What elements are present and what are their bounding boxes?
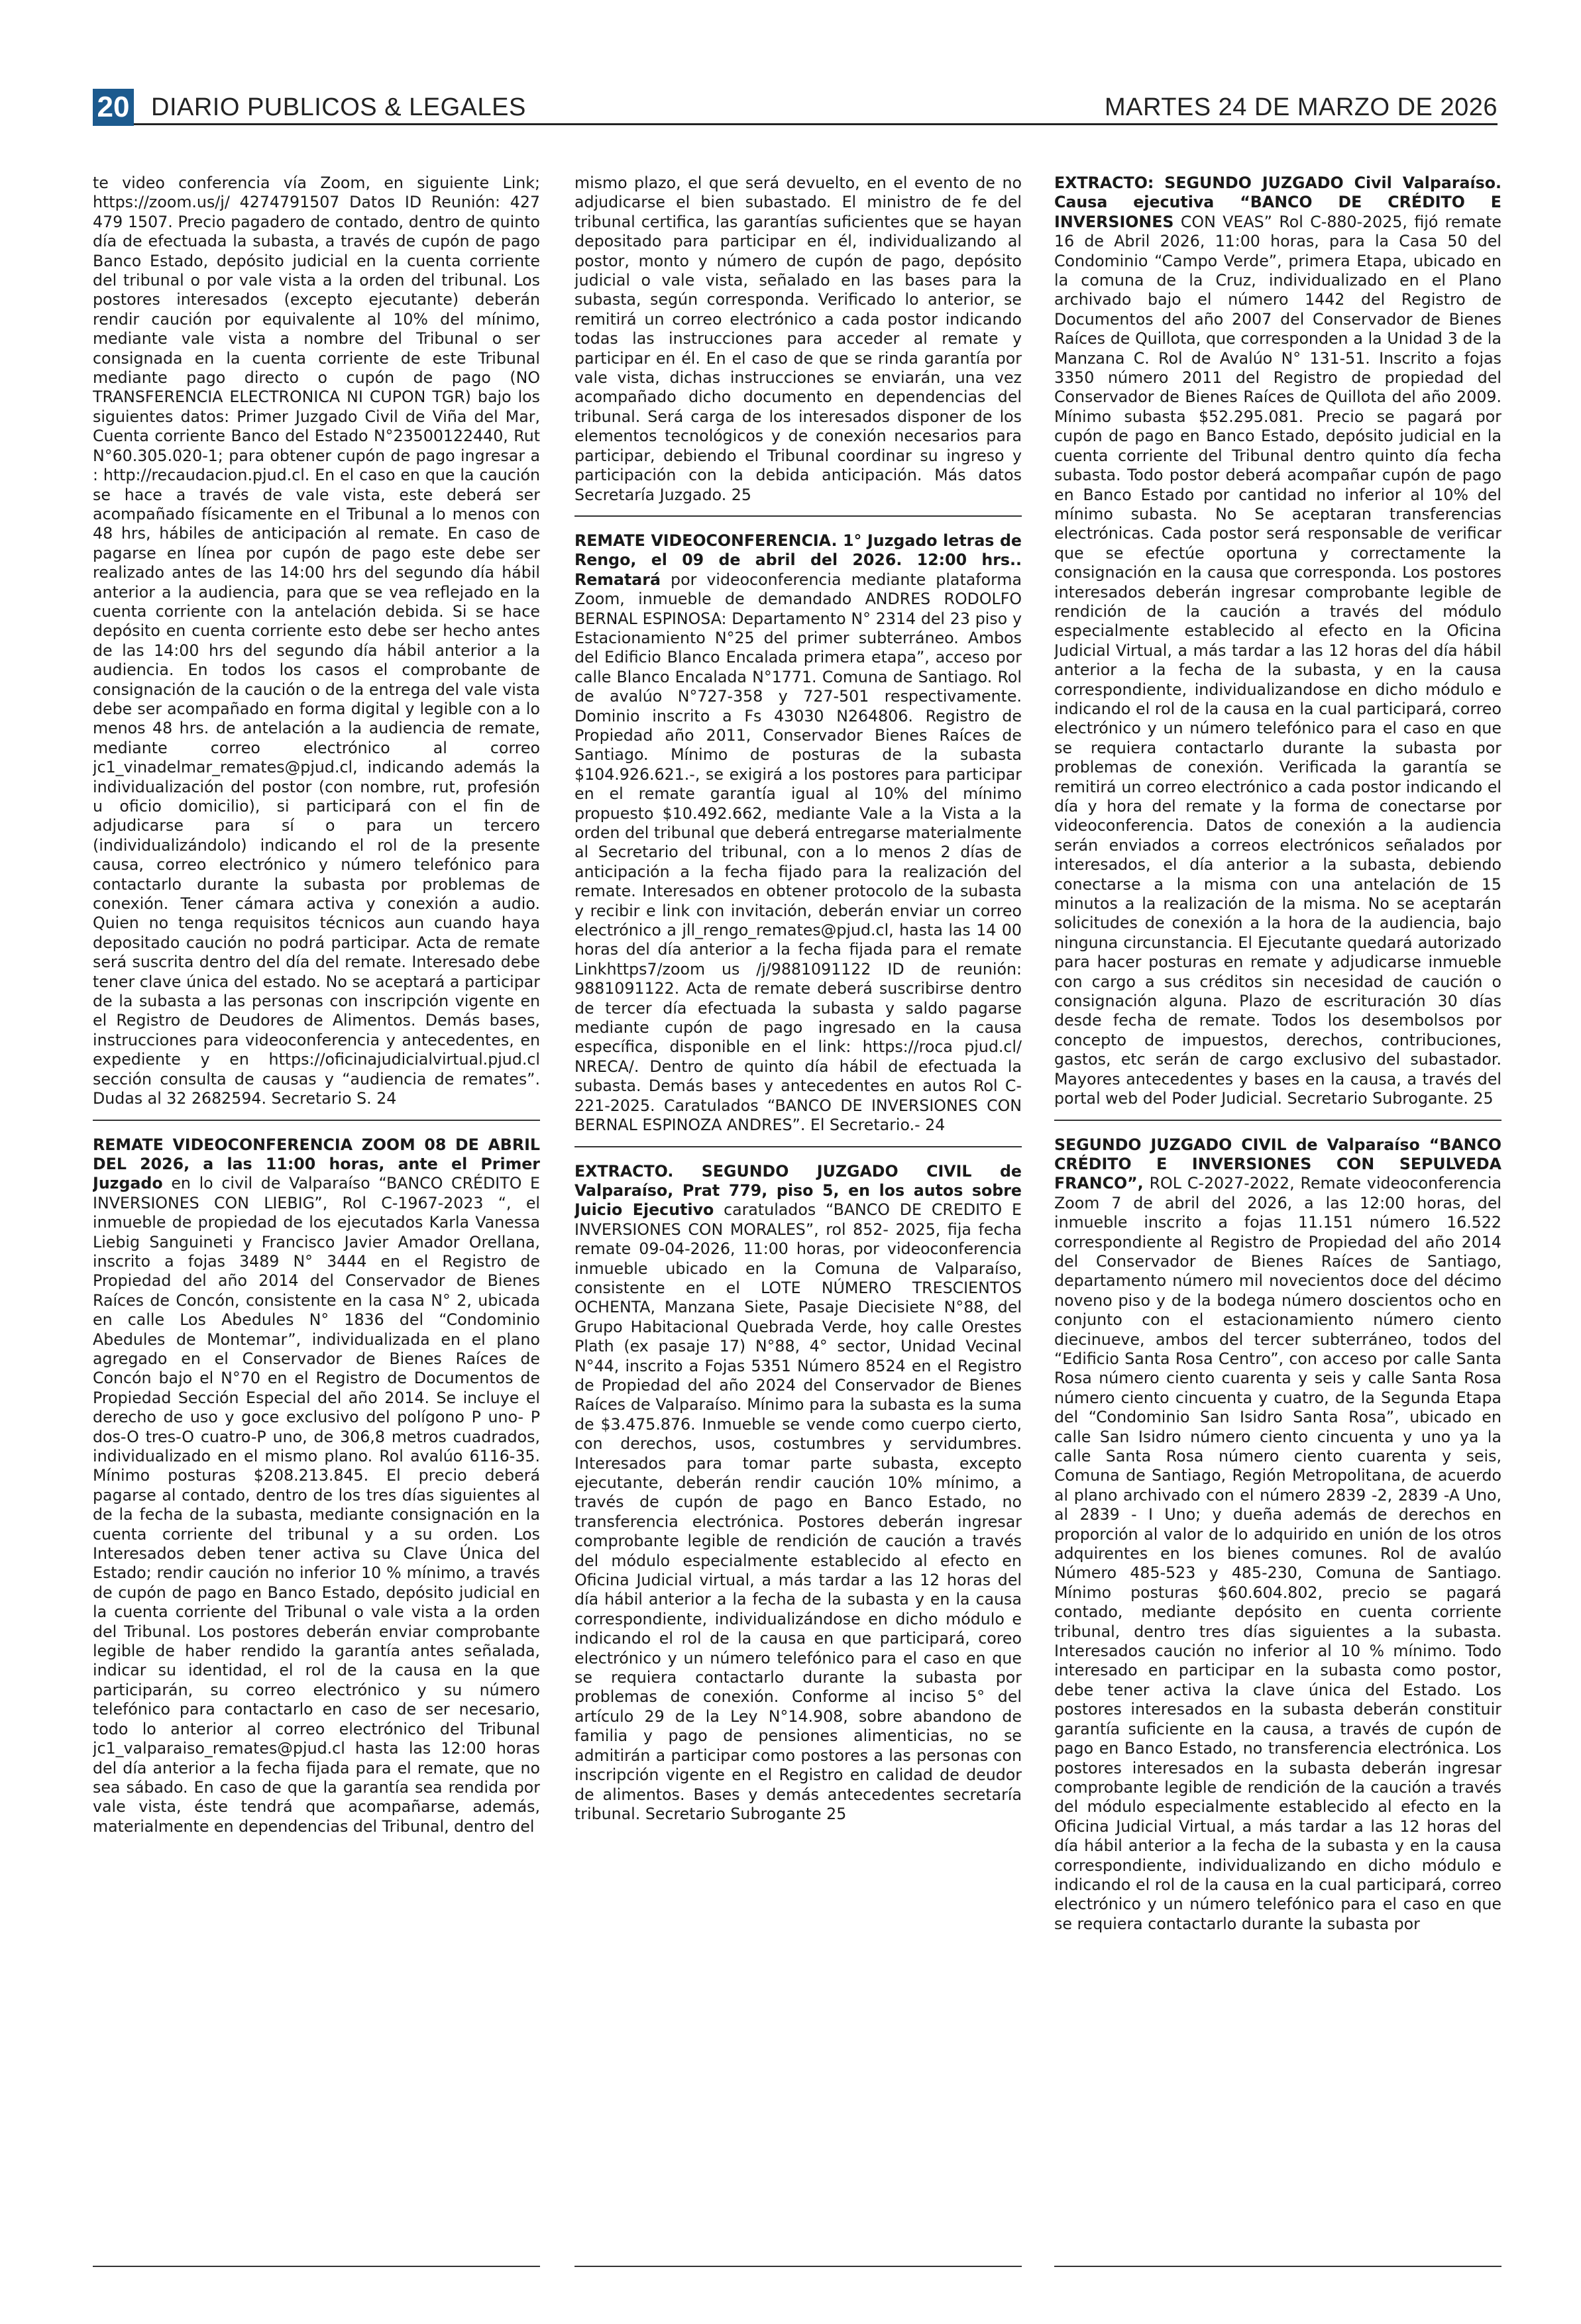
column-3 <box>1054 174 1501 2260</box>
notice-body: mismo plazo, el que será devuelto, en el evento de no adjudicarse el bien subastado. El ministro de fe del tribunal certifica, las garantías suficientes que se hayan depositado para participar en él, individualizando al postor, monto y número de cupón de pago, depósito judicial o vale vista, señalado en las bases para la subasta, según corresponda. Verificado lo anterior, se remitirá un correo electrónico a cada postor indicando todas las instrucciones para acceder al remate y participar en él. En el caso de que se rinda garantía por vale vista, dichas instrucciones se enviarán, una vez acompañado dicho documento en dependencias del tribunal. Será carga de los interesados disponer de los elementos tecnológicos y de conexión necesarios para participar, debiendo el Tribunal coordinar su ingreso y participación con la debida anticipación. Más datos Secretaría Juzgado. 25 <box>574 174 1022 504</box>
notice-body: caratulados “BANCO DE CREDITO E INVERSIONES CON MORALES”, rol 852- 2025, fija fecha remate 09-04-2026, 11:00 horas, por videoconferencia inmueble ubicado en la Comuna de Valparaíso, consistente en el LOTE NÚMERO TRESCIENTOS OCHENTA, Manzana Siete, Pasaje Diecisiete N°88, del Grupo Habitacional Quebrada Verde, hoy calle Orestes Plath (ex pasaje 17) N°88, 4° sector, Unidad Vecinal N°44, inscrito a Fojas 5351 Número 8524 en el Registro de Propiedad del año 2024 del Conservador de Bienes Raíces de Valparaíso. Mínimo para la subasta es la suma de $3.475.876. Inmueble se vende como cuerpo cierto, con derechos, usos, costumbres y servidumbres. Interesados para tomar parte subasta, excepto ejecutante, deberán rendir caución 10% mínimo, a través de cupón de pago en Banco Estado, no transferencia electrónica. Postores deberán ingresar comprobante legible de rendición de caución a través del módulo especialmente establecido al efecto en Oficina Judicial virtual, a más tardar a las 12 horas del día hábil anterior a la fecha de la subasta y en la causa correspondiente, individualizándose en dicho módulo e indicando el rol de la causa en que participará, coreo electrónico y un número telefónico para el caso en que se requiera contactarlo durante la subasta por problemas de conexión. Conforme al inciso 5° del artículo 29 de la Ley N°14.908, sobre abandono de familia y pago de pensiones alimenticias, no se admitirán a participar como postores a las personas con inscripción vigente en el Registro en calidad de deudor de alimentos. Bases y demás antecedentes secretaría tribunal. Secretario Subrogante 25 <box>574 1200 1022 1823</box>
page-number: 20 <box>93 89 134 126</box>
notice-body: te video conferencia vía Zoom, en siguiente Link; https://zoom.us/j/ 4274791507 Datos ID Reunión: 427 479 1507. Precio pagadero de contado, dentro de quinto día de efectuada la subasta, a través de cupón de pago Banco Estado, depósito judicial en la cuenta corriente del tribunal o por vale vista a la orden del tribunal. Los postores interesados (excepto ejecutante) deberán rendir caución por equivalente al 10% del mínimo, mediante vale vista a nombre del Tribunal o ser consignada en la cuenta corriente de este Tribunal mediante pago directo o cupón de pago (NO TRANSFERENCIA ELECTRONICA NI CUPON TGR) bajo los siguientes datos: Primer Juzgado Civil de Viña del Mar, Cuenta corriente Banco del Estado N°23500122440, Rut N°60.305.020-1; para obtener cupón de pago ingresar a : http://recaudacion.pjud.cl. En el caso en que la caución se hace a través de vale vista, este deberá ser acompañado físicamente en el Tribunal a lo menos con 48 hrs, hábiles de anticipación al remate. En caso de pagarse en línea por cupón de pago este debe ser realizado antes de las 14:00 hrs del segundo día hábil anterior a la audiencia, para que se vea reflejado en la cuenta corriente con la antelación debida. Si se hace depósito en cuenta corriente esto debe ser hecho antes de las 14:00 hrs del segundo día hábil anterior a la audiencia. En todos los casos el comprobante de consignación de la caución o de la entrega del vale vista debe ser acompañado en forma digital y legible con a lo menos 48 hrs. de antelación a la audiencia de remate, mediante correo electrónico al correo jc1_vinadelmar_remates@pjud.cl, indicando además la individualización del postor (con nombre, rut, profesión u oficio domicilio), si participará con el fin de adjudicarse para sí o para un tercero (individualizándolo) indicando el rol de la presente causa, correo electrónico y número telefónico para contactarlo durante la subasta por problemas de conexión. Tener cámara activa y conexión a audio. Quien no tenga requisitos técnicos aun cuando haya depositado caución no podrá participar. Acta de remate será suscrita dentro del día del remate. Interesado debe tener clave única del estado. No se aceptará a participar de la subasta a las personas con inscripción vigente en el Registro de Deudores de Alimentos. Demás bases, instrucciones para videoconferencia y antecedentes, en expediente y en https://oficinajudicialvirtual.pjud.cl sección consulta de causas y “audiencia de remates”. Dudas al 32 2682594. Secretario S. 24 <box>93 174 540 1108</box>
column-1 <box>93 174 540 2260</box>
notice-separator <box>1054 1120 1501 1121</box>
column-2-bottom-rule <box>574 2266 1022 2267</box>
notice-heading: EXTRACTO: SEGUNDO JUZGADO Civil Valparaíso. Causa ejecutiva “BANCO DE CRÉDITO E INVERSIONES <box>1054 174 1501 231</box>
notice-heading: REMATE VIDEOCONFERENCIA. 1° Juzgado letras de Rengo, el 09 de abril del 2026. 12:00 hrs.. Rematará <box>574 531 1022 589</box>
masthead <box>93 89 1498 125</box>
notice-separator <box>574 515 1022 517</box>
notice-separator <box>574 1146 1022 1147</box>
column-1-bottom-rule <box>93 2266 540 2267</box>
notice-2-1 <box>574 174 1022 505</box>
column-2 <box>574 174 1022 2260</box>
column-3-bottom-rule <box>1054 2266 1501 2267</box>
notice-1-1 <box>93 174 540 1109</box>
notice-body: en lo civil de Valparaíso “BANCO CRÉDITO E INVERSIONES CON LIEBIG”, Rol C-1967-2023 “, el inmueble de propiedad de los ejecutados Karla Vanessa Liebig Sanguineti y Francisco Javier Amador Orellana, inscrito a fojas 3489 N° 3444 en el Registro de Propiedad del año 2014 del Conservador de Bienes Raíces de Concón, consistente en la casa N° 2, ubicada en calle Los Abedules N° 1836 del “Condominio Abedules de Montemar”, individualizada en el plano agregado en el Conservador de Bienes Raíces de Concón bajo el N°70 en el Registro de Documentos de Propiedad Sección Especial del año 2014. Se incluye el derecho de uso y goce exclusivo del polígono P uno- P dos-O tres-O cuatro-P uno, de 306,8 metros cuadrados, individualizado en el mismo plano. Rol avalúo 6116-35. Mínimo posturas $208.213.845. El precio deberá pagarse al contado, dentro de los tres días siguientes al de la fecha de la subasta, mediante consignación en la cuenta corriente del tribunal y a su orden. Los Interesados deben tener activa su Clave Única del Estado; rendir caución no inferior 10 % mínimo, a través de cupón de pago en Banco Estado, depósito judicial en la cuenta corriente del Tribunal o vale vista a la orden del Tribunal. Los postores deberán enviar comprobante legible de haber rendido la garantía antes señalada, indicar su identidad, el rol de la causa en la que participarán, su correo electrónico y su número telefónico para contactarlo en caso de ser necesario, todo lo anterior al correo electrónico del Tribunal jc1_valparaiso_remates@pjud.cl hasta las 12:00 horas del día anterior a la fecha fijada para el remate, que no sea sábado. En caso de que la garantía sea rendida por vale vista, éste tendrá que acompañarse, además, materialmente en dependencias del Tribunal, dentro del <box>93 1174 540 1836</box>
notice-2-3 <box>574 1162 1022 1824</box>
notice-body: CON VEAS” Rol C-880-2025, fijó remate 16 de Abril 2026, 11:00 horas, para la Casa 50 del Condominio “Campo Verde”, primera Etapa, ubicado en la comuna de la Cruz, individualizado en el Plano archivado bajo el número 1442 del Registro de Documentos del año 2007 del Conservador de Bienes Raíces de Quillota, que corresponden a la Unidad 3 de la Manzana C. Rol de Avalúo N° 131-51. Inscrito a fojas 3350 número 2011 del Registro de propiedad del Conservador de Bienes Raíces de Quillota del año 2009. Mínimo subasta $52.295.081. Precio se pagará por cupón de pago en Banco Estado, depósito judicial en la cuenta corriente del Tribunal dentro quinto día fecha subasta. Todo postor deberá acompañar cupón de pago en Banco Estado por cantidad no inferior al 10% del mínimo subasta. No Se aceptaran transferencias electrónicas. Cada postor será responsable de verificar que se efectúe oportuna y correctamente la consignación en la causa que corresponda. Los postores interesados deberán ingresar comprobante legible de rendición de la caución a través del módulo especialmente establecido al efecto en la Oficina Judicial Virtual, a más tardar a las 12 horas del día hábil anterior a la fecha de la subasta, y en la causa correspondiente, individualizandose en dicho módulo e indicando el rol de la causa en la cual participará, correo electrónico y un número telefónico para el caso en que se requiera contactarlo durante la subasta por problemas de conexión. Verificada la garantía se remitirá un correo electrónico a cada postor indicando el día y hora del remate y la forma de conectarse por videoconferencia. Datos de conexión a la audiencia serán enviados a correos electrónicos señalados por interesados, el día anterior a la subasta, debiendo conectarse a la misma con una antelación de 15 minutos a la realización de la misma. No se aceptarán solicitudes de conexión a la hora de la audiencia, bajo ninguna circunstancia. El Ejecutante quedará autorizado para hacer posturas en remate y adjudicarse inmueble con cargo a sus créditos sin necesidad de caución o consignación alguna. Plazo de escrituración 30 días desde fecha de remate. Todos los desembolsos por concepto de impuestos, derechos, contribuciones, gastos, etc serán de cargo exclusivo del subastador. Mayores antecedentes y bases en la causa, a través del portal web del Poder Judicial. Secretario Subrogante. 25 <box>1054 212 1501 1108</box>
notice-1-2 <box>93 1136 540 1837</box>
notice-heading: SEGUNDO JUZGADO CIVIL de Valparaíso “BANCO CRÉDITO E INVERSIONES CON SEPULVEDA FRANCO”, <box>1054 1135 1501 1193</box>
notice-heading: EXTRACTO. SEGUNDO JUZGADO CIVIL de Valparaíso, Prat 779, piso 5, en los autos sobre Juicio Ejecutivo <box>574 1161 1022 1220</box>
paper-name: DIARIO PUBLICOS & LEGALES <box>151 93 526 121</box>
notice-separator <box>93 1120 540 1121</box>
notice-heading: REMATE VIDEOCONFERENCIA ZOOM 08 DE ABRIL DEL 2026, a las 11:00 horas, ante el Primer Juzgado <box>93 1135 540 1193</box>
notice-3-1 <box>1054 174 1501 1109</box>
notice-body: por videoconferencia mediante plataforma Zoom, inmueble de demandado ANDRES RODOLFO BERNAL ESPINOSA: Departamento N° 2314 del 23 piso y Estacionamiento N°25 del primer subterráneo. Ambos del Edificio Blanco Encalada primera etapa”, acceso por calle Blanco Encalada N°1771. Comuna de Santiago. Rol de avalúo N°727-358 y 727-501 respectivamente. Dominio inscrito a Fs 43030 N264806. Registro de Propiedad año 2011, Conservador Bienes Raíces de Santiago. Mínimo de posturas de la subasta $104.926.621.-, se exigirá a los postores para participar en el remate garantía igual al 10% del mínimo propuesto $10.492.662, mediante Vale a la Vista a la orden del tribunal que deberá entregarse materialmente al Secretario del tribunal, con a lo menos 2 días de anticipación a la fecha fijado para la realización del remate. Interesados en obtener protocolo de la subasta y recibir e link con invitación, deberán enviar un correo electrónico a jll_rengo_remates@pjud.cl, hasta las 14 00 horas del día anterior a la fecha fijada para el remate Linkhttps7/zoom us /j/9881091122 ID de reunión: 9881091122. Acta de remate deberá suscribirse dentro de tercer día efectuada la subasta y saldo pagarse mediante cupón de pago ingresado en la causa específica, disponible en el link: https://roca pjud.cl/ NRECA/. Dentro de quinto día hábil de efectuada la subasta. Demás bases y antecedentes en autos Rol C-221-2025. Caratulados “BANCO DE INVERSIONES CON BERNAL ESPINOZA ANDRES”. El Secretario.- 24 <box>574 570 1022 1135</box>
issue-date: MARTES 24 DE MARZO DE 2026 <box>1104 93 1498 121</box>
notice-body: ROL C-2027-2022, Remate videoconferencia Zoom 7 de abril del 2026, a las 12:00 horas, del inmueble inscrito a fojas 11.151 número 16.522 correspondiente al Registro de Propiedad del año 2014 del Conservador de Bienes Raíces de Santiago, departamento número mil novecientos doce del décimo noveno piso y de la bodega número doscientos ocho en conjunto con el estacionamiento número ciento diecinueve, ambos del tercer subterráneo, todos del “Edificio Santa Rosa Centro”, con acceso por calle Santa Rosa número ciento cuarenta y seis y calle Santa Rosa número ciento cincuenta y cuatro, de la Segunda Etapa del “Condominio San Isidro Santa Rosa”, ubicado en calle San Isidro número ciento cincuenta y uno ya la calle Santa Rosa número ciento cuarenta y seis, Comuna de Santiago, Región Metropolitana, de acuerdo al plano archivado con el número 2839 -2, 2839 -A Uno, al 2839 - I Uno; y dueña además de derechos en proporción al valor de lo adquirido en unión de los otros adquirentes en los bienes comunes. Rol de avalúo Número 485-523 y 485-230, Comuna de Santiago. Mínimo posturas $60.604.802, precio se pagará contado, mediante depósito en cuenta corriente tribunal, dentro tres días siguientes a la subasta. Interesados caución no inferior al 10 % mínimo. Todo interesado en participar en la subasta como postor, debe tener activa la clave única del Estado. Los postores interesados en la subasta deberán constituir garantía suficiente en la causa, a través de cupón de pago en Banco Estado, no transferencia electrónica. Los postores interesados en la subasta deberán ingresar comprobante legible de rendición de la caución a través del módulo especialmente establecido al efecto en la Oficina Judicial Virtual, a más tardar a las 12 horas del día hábil anterior a la fecha de la subasta y en la causa correspondiente, individualizando en dicho módulo e indicando el rol de la causa en la cual participará, correo electrónico y un número telefónico para el caso en que se requiera contactarlo durante la subasta por <box>1054 1174 1501 1933</box>
notice-2-2 <box>574 531 1022 1136</box>
notice-3-2 <box>1054 1136 1501 1934</box>
